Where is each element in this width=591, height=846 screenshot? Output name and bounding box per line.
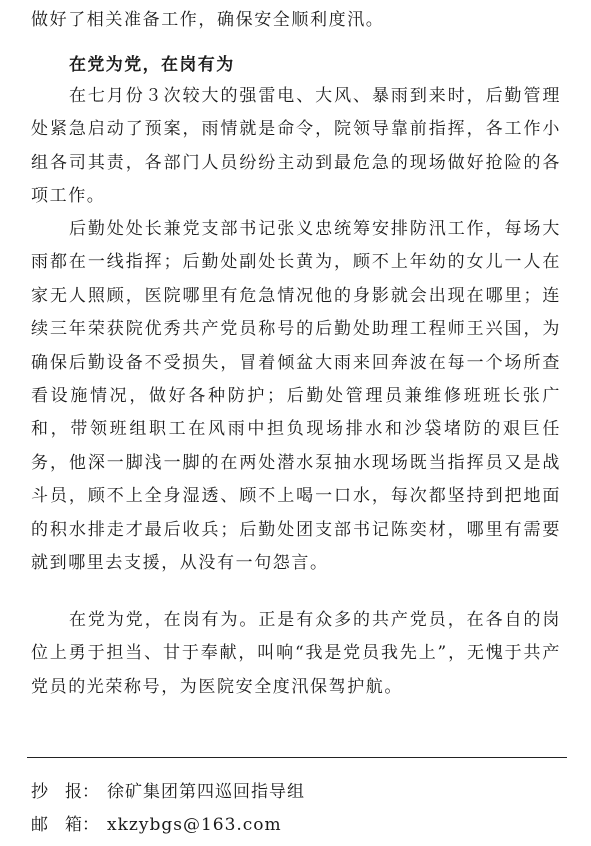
paragraph-3: 在党为党，在岗有为。正是有众多的共产党员，在各自的岗位上勇于担当、甘于奉献，叫响“我是党员我先上”，无愧于共产党员的光荣称号，为医院安全度汛保驾护航。 xyxy=(31,610,561,697)
section-heading: 在党为党，在岗有为 xyxy=(69,55,235,75)
paragraph-1: 在七月份３次较大的强雷电、大风、暴雨到来时，后勤管理处紧急启动了预案，雨情就是命令，院领导靠前指挥，各工作小组各司其责，各部门人员纷纷主动到最危急的现场做好抢险的各项工作。 xyxy=(31,86,561,207)
footer-divider xyxy=(27,757,567,758)
footer-email-value: xkzybgs@163.com xyxy=(107,815,282,835)
footer-cc-value: 徐矿集团第四巡回指导组 xyxy=(107,782,305,802)
footer-cc-label: 抄 报： xyxy=(31,782,99,802)
paragraph-2: 后勤处处长兼党支部书记张义忠统筹安排防汛工作，每场大雨都在一线指挥；后勤处副处长黄为，顾不上年幼的女儿一人在家无人照顾，医院哪里有危急情况他的身影就会出现在哪里；连续三年荣获院优秀共产党员称号的后勤处助理工程师王兴国，为确保后勤设备不受损失，冒着倾盆大雨来回奔波在每一个场所查看设施情况，做好各种防护；后勤处管理员兼维修班班长张广和，带领班组职工在风雨中担负现场排水和沙袋堵防的艰巨任务，他深一脚浅一脚的在两处潜水泵抽水现场既当指挥员又是战斗员，顾不上全身湿透、顾不上喝一口水，每次都坚持到把地面的积水排走才最后收兵；后勤处团支部书记陈奕材，哪里有需要就到哪里去支援，从没有一句怨言。 xyxy=(31,219,561,574)
footer-email-row xyxy=(31,810,282,835)
footer-email-label: 邮 箱： xyxy=(31,815,99,835)
footer-cc-row xyxy=(31,777,305,802)
intro-tail-text: 做好了相关准备工作，确保安全顺利度汛。 xyxy=(31,10,385,30)
